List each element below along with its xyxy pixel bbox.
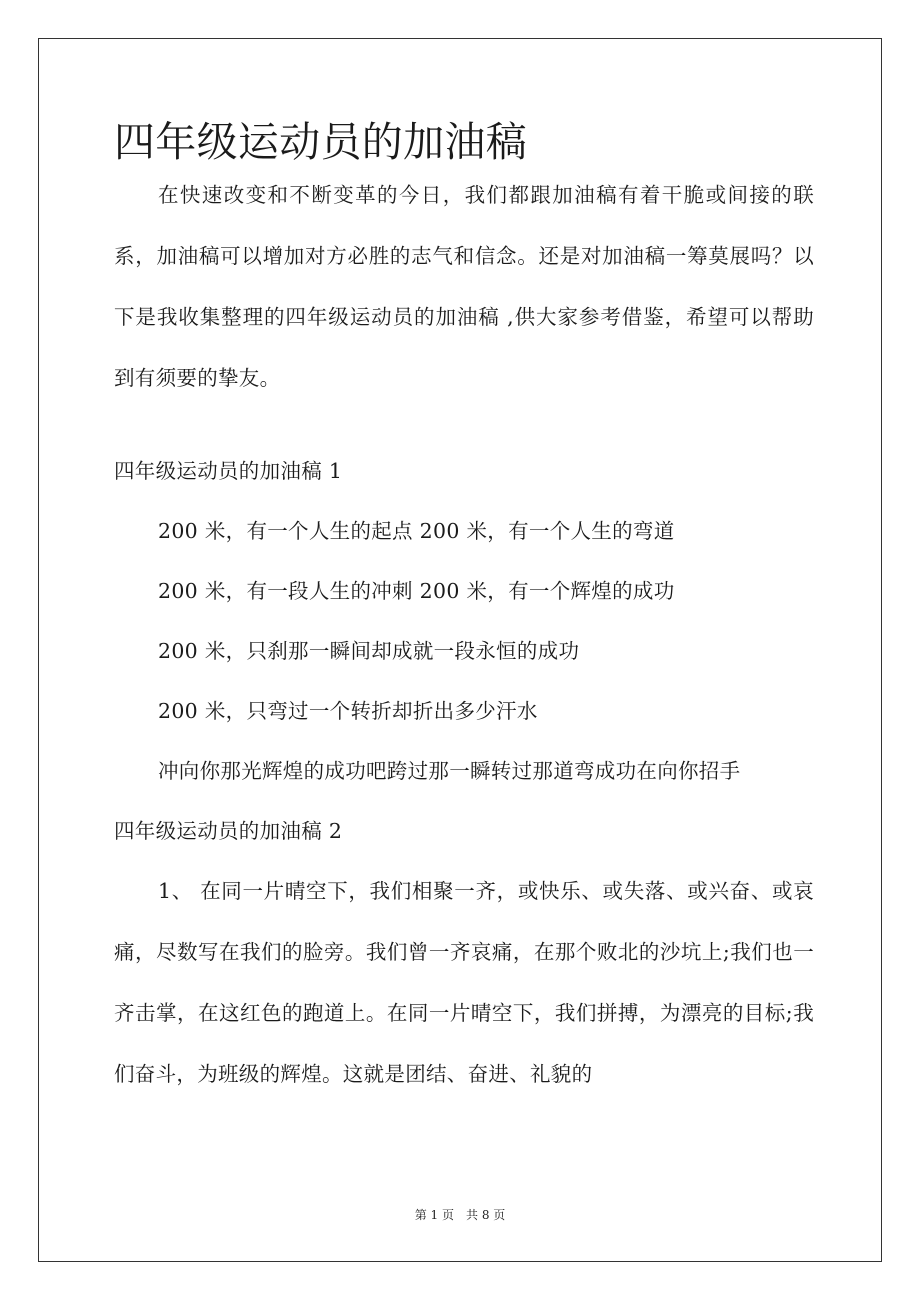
section-2 <box>114 801 814 1105</box>
poem-line: 200 米，有一个人生的起点 200 米，有一个人生的弯道 <box>158 519 675 543</box>
poem-line: 200 米，只弯过一个转折却折出多少汗水 <box>158 699 538 723</box>
poem-line: 冲向你那光辉煌的成功吧跨过那一瞬转过那道弯成功在向你招手 <box>158 759 741 783</box>
section-heading: 四年级运动员的加油稿 1 <box>114 459 343 483</box>
poem-line: 200 米，有一段人生的冲刺 200 米，有一个辉煌的成功 <box>158 579 675 603</box>
intro-paragraph: 在快速改变和不断变革的今日，我们都跟加油稿有着干脆或间接的联系，加油稿可以增加对方必胜的志气和信念。还是对加油稿一筹莫展吗？以下是我收集整理的四年级运动员的加油稿 ,供大家参考借鉴，希望可以帮助到有须要的挚友。 <box>114 183 814 390</box>
section-spacer <box>114 409 814 441</box>
section-heading: 四年级运动员的加油稿 2 <box>114 819 343 843</box>
poem-line: 200 米，只刹那一瞬间却成就一段永恒的成功 <box>158 639 580 663</box>
section-paragraph: 1、 在同一片晴空下，我们相聚一齐，或快乐、或失落、或兴奋、或哀痛，尽数写在我们的脸旁。我们曾一齐哀痛，在那个败北的沙坑上;我们也一齐击掌，在这红色的跑道上。在同一片晴空下，我们拼搏，为漂亮的目标;我们奋斗，为班级的辉煌。这就是团结、奋进、礼貌的 <box>114 879 814 1086</box>
document-body <box>114 120 814 1105</box>
section-1 <box>114 441 814 801</box>
document-title: 四年级运动员的加油稿 <box>114 118 527 166</box>
page-number: 第 1 页 共 8 页 <box>414 1208 506 1222</box>
